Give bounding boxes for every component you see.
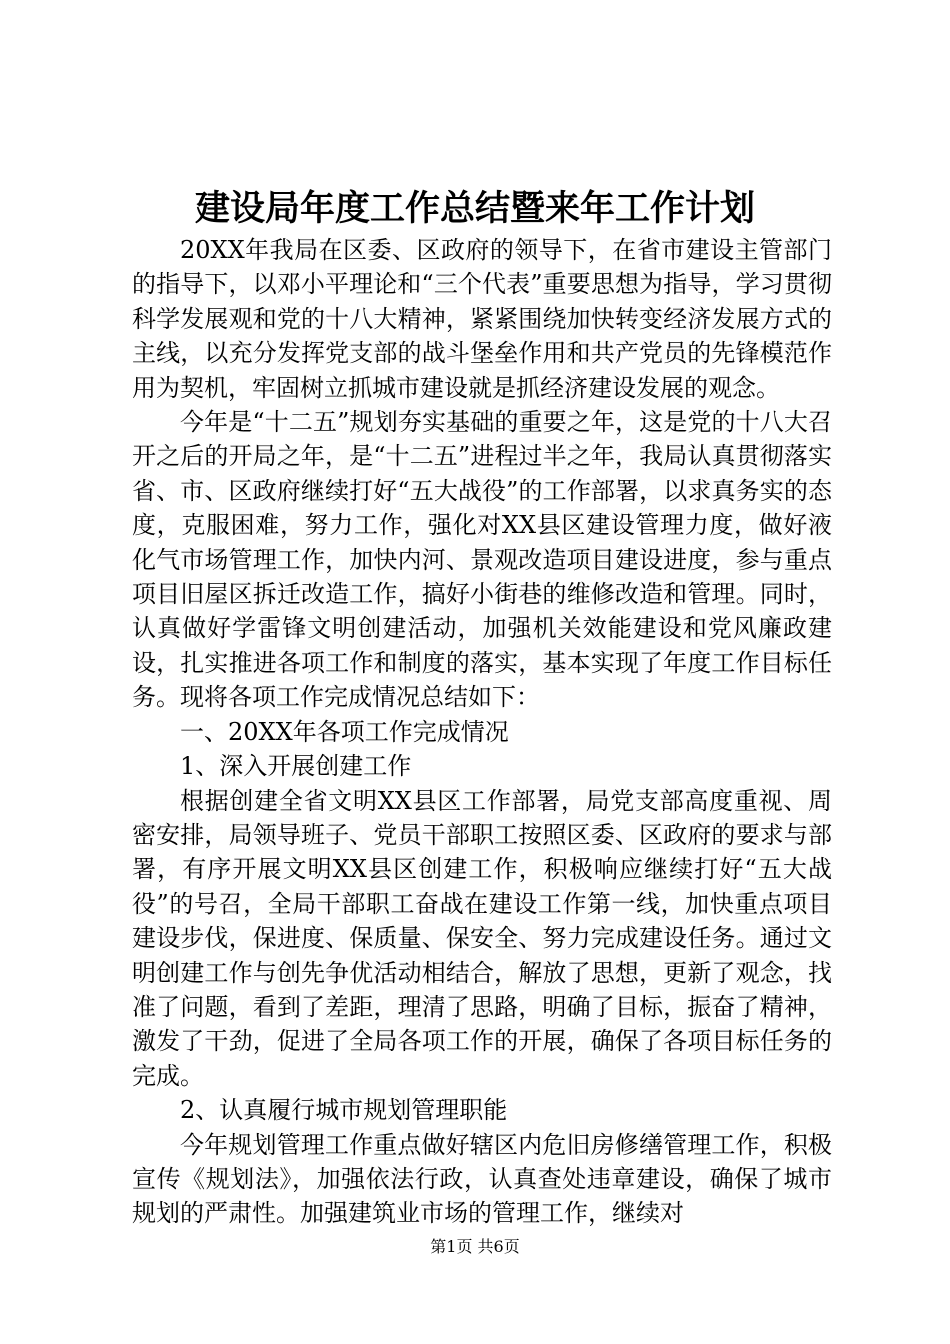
planning-paragraph: 今年规划管理工作重点做好辖区内危旧房修缮管理工作，积极宣传《规划法》，加强依法行政，认真查处违章建设，确保了城市规划的严肃性。加强建筑业市场的管理工作，继续对: [132, 1130, 832, 1228]
document-body: [132, 233, 832, 1231]
subsection-heading-2: 2、认真履行城市规划管理职能: [180, 1096, 508, 1125]
intro-paragraph: 20XX年我局在区委、区政府的领导下，在省市建设主管部门的指导下，以邓小平理论和“三个代表”重要思想为指导，学习贯彻科学发展观和党的十八大精神，紧紧围绕加快转变经济发展方式的主线，以充分发挥党支部的战斗堡垒作用和共产党员的先锋模范作用为契机，牢固树立抓城市建设就是抓经济建设发展的观念。: [132, 236, 832, 402]
section-heading: 一、20XX年各项工作完成情况: [180, 717, 509, 746]
creation-work-paragraph: 根据创建全省文明XX县区工作部署，局党支部高度重视、周密安排，局领导班子、党员干部职工按照区委、区政府的要求与部署，有序开展文明XX县区创建工作，积极响应继续打好“五大战役”的号召，全局干部职工奋战在建设工作第一线，加快重点项目建设步伐，保进度、保质量、保安全、努力完成建设任务。通过文明创建工作与创先争优活动相结合，解放了思想，更新了观念，找准了问题，看到了差距，理清了思路，明确了目标，振奋了精神，激发了干劲，促进了全局各项工作的开展，确保了各项目标任务的完成。: [132, 786, 832, 1090]
overview-paragraph: 今年是“十二五”规划夯实基础的重要之年，这是党的十八大召开之后的开局之年，是“十二五”进程过半之年，我局认真贯彻落实省、市、区政府继续打好“五大战役”的工作部署，以求真务实的态度，克服困难，努力工作，强化对XX县区建设管理力度，做好液化气市场管理工作，加快内河、景观改造项目建设进度，参与重点项目旧屋区拆迁改造工作，搞好小街巷的维修改造和管理。同时，认真做好学雷锋文明创建活动，加强机关效能建设和党风廉政建设，扎实推进各项工作和制度的落实，基本实现了年度工作目标任务。现将各项工作完成情况总结如下：: [132, 408, 832, 712]
subsection-heading-1: 1、深入开展创建工作: [180, 752, 412, 781]
document-title: 建设局年度工作总结暨来年工作计划: [194, 188, 755, 229]
page-footer: 第1页 共6页: [430, 1237, 520, 1256]
